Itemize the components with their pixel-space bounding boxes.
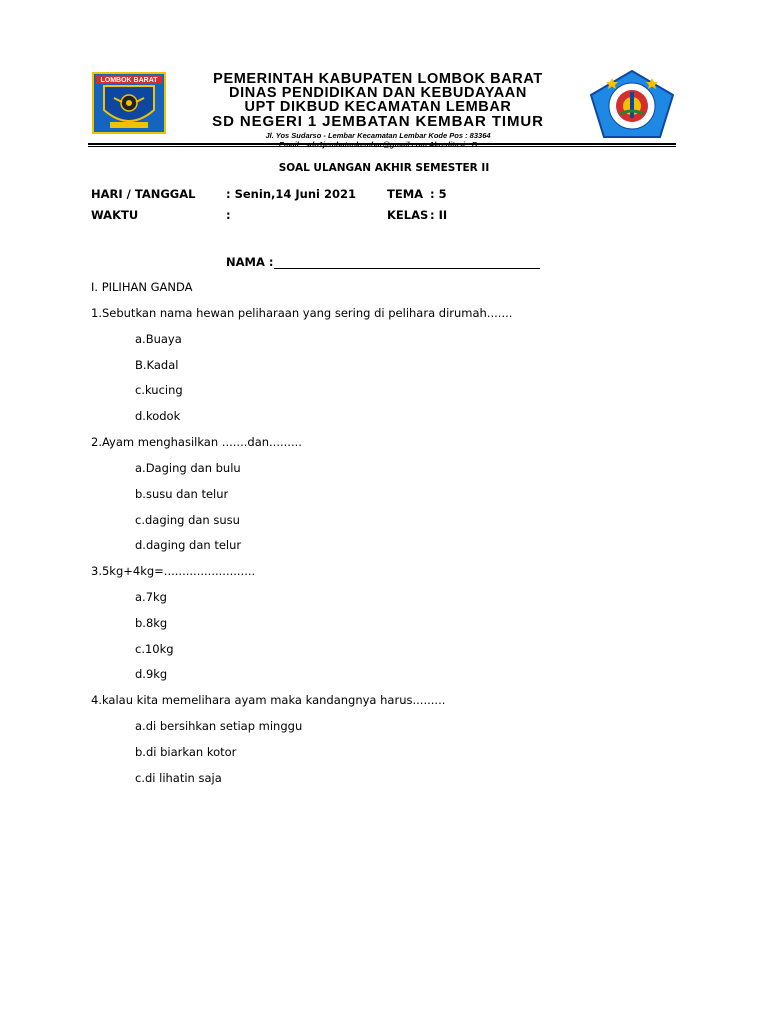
school-email: Email : sdn1jembatankembar@gmail.com Akreditasi : B — [278, 140, 478, 149]
tema-label: TEMA — [387, 187, 424, 201]
hari-value: : Senin,14 Juni 2021 — [226, 187, 356, 201]
svg-text:LOMBOK BARAT: LOMBOK BARAT — [100, 77, 158, 85]
school-emblem-logo — [590, 70, 674, 138]
question-3-option-a: a.7kg — [135, 590, 167, 604]
nama-field[interactable] — [226, 255, 540, 269]
question-4: 4.kalau kita memelihara ayam maka kandangnya harus......... — [91, 693, 446, 707]
letterhead-line-3: UPT DIKBUD KECAMATAN LEMBAR — [244, 99, 512, 115]
question-1-option-d: d.kodok — [135, 409, 181, 423]
kelas-label: KELAS — [387, 208, 429, 222]
exam-title: SOAL ULANGAN AKHIR SEMESTER II — [278, 162, 490, 174]
question-2-option-d: d.daging dan telur — [135, 538, 242, 552]
kelas-value: : II — [430, 208, 448, 222]
question-4-option-c: c.di lihatin saja — [135, 771, 222, 785]
nama-label: NAMA : — [226, 255, 274, 269]
question-3-option-d: d.9kg — [135, 667, 168, 681]
tema-value: : 5 — [430, 187, 447, 201]
section-heading: I. PILIHAN GANDA — [91, 280, 193, 294]
question-3-option-b: b.8kg — [135, 616, 168, 630]
question-4-option-b: b.di biarkan kotor — [135, 745, 237, 759]
letterhead — [168, 72, 588, 149]
letterhead-rule — [88, 143, 676, 145]
question-2-option-c: c.daging dan susu — [135, 513, 240, 527]
question-2-option-b: b.susu dan telur — [135, 487, 229, 501]
letterhead-line-2: DINAS PENDIDIKAN DAN KEBUDAYAAN — [229, 85, 527, 101]
question-3: 3.5kg+4kg=......................... — [91, 564, 256, 578]
waktu-label: WAKTU — [91, 208, 139, 222]
question-1: 1.Sebutkan nama hewan peliharaan yang sering di pelihara dirumah....... — [91, 306, 513, 320]
question-1-option-c: c.kucing — [135, 383, 183, 397]
school-name: SD NEGERI 1 JEMBATAN KEMBAR TIMUR — [212, 113, 544, 130]
question-2: 2.Ayam menghasilkan .......dan......... — [91, 435, 302, 449]
waktu-value: : — [226, 208, 231, 222]
letterhead-rule-thin — [88, 146, 676, 147]
question-2-option-a: a.Daging dan bulu — [135, 461, 241, 475]
hari-label: HARI / TANGGAL — [91, 187, 196, 201]
question-1-option-b: B.Kadal — [135, 358, 179, 372]
nama-blank-line[interactable] — [274, 257, 540, 269]
letterhead-line-1: PEMERINTAH KABUPATEN LOMBOK BARAT — [213, 71, 543, 87]
school-address: Jl. Yos Sudarso - Lembar Kecamatan Lembar Kode Pos : 83364 — [265, 131, 491, 140]
question-3-option-c: c.10kg — [135, 642, 174, 656]
question-1-option-a: a.Buaya — [135, 332, 182, 346]
lombok-barat-logo — [92, 72, 166, 134]
question-4-option-a: a.di bersihkan setiap minggu — [135, 719, 303, 733]
